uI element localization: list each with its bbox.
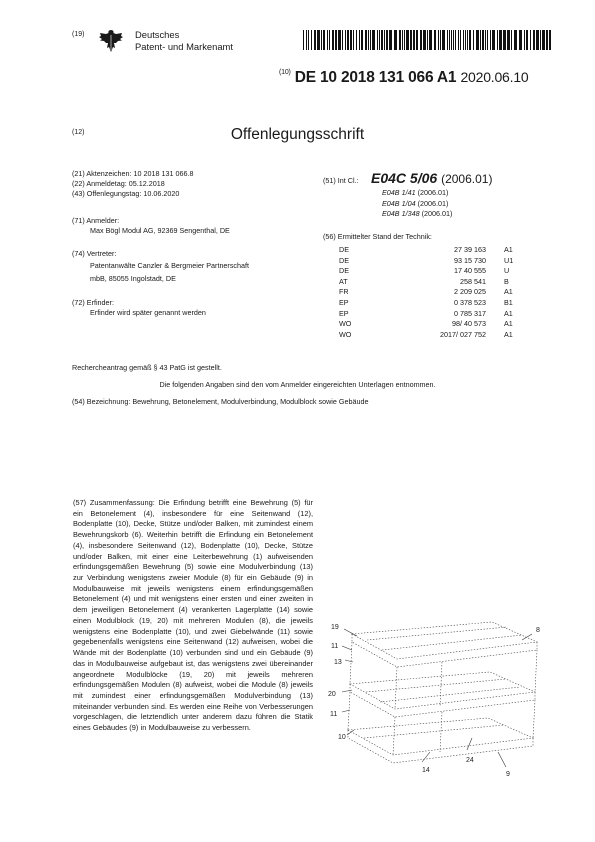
abstract-text: (57) Zusammenfassung: Die Erfindung betrifft eine Bewehrung (5) für ein Betonelement (4), insbesondere für eine Seitenwand (12), Bodenplatte (10), Decke, Stütze und/oder Balken, mit zumindest einem Bewehrungskorb (6). Weiterhin betrifft die Erfindung ein Betonelement (4), insbesondere Seitenwand (12), Bodenplatte (10), Decke, Stütze und/oder Balken, mit einer eine Leiterbewehrung (1) aufweisenden erfindungsgemäßen Bewehrung (5) sowie eine Modulverbindung (13) zur Verbindung wenigstens zweier Module (8) für ein Gebäude (9) in Modulbauweise mit jeweils wenigstens einem erfindungsgemäßen Betonelement (4) und mit wenigstens einer ersten und einer zweiten in dem jeweiligen Betonelement (4) verankerten Lagerplatte (14) sowie einen Modulblock (19, 20) mit mehreren Modulen (8), die jeweils wenigstens eine Bodenplatte (10), und zwei Giebelwände (11) sowie gegebenenfalls wenigstens eine Seitenwand (12) aufweisen, wobei die Wände mit der Bodenplatte (10) verbunden sind und ein Gebäude (9) das in Modulbauweise aufgebaut ist, das wenigstens zwei übereinander angeordnete Modulblöcke (19, 20) mit jeweils mehreren erfindungsgemäßen Modulen (8) aufweist, wobei die Module (8) jeweils mit zumindest einer erfindungsgemäßen Modulverbindung (13) miteinander verbunden sind. Es werden eine Reihe von Verbesserungen vorgeschlagen, die letztendlich unter anderem dazu führen die Statik eines Gebäudes (9) in Modulbauweise zu verbessern. [73,498,313,733]
citation-country: WO [339,319,352,329]
document-type-title: Offenlegungsschrift [230,126,365,143]
citation-row [323,319,563,330]
citation-kind: A1 [504,308,513,318]
citation-kind: U [504,266,510,276]
module-block-drawing [322,612,554,777]
ref-label-10: 10 [338,734,346,741]
inid-code-19: (19) [72,31,85,38]
citation-row [323,277,563,288]
ipc-sub-list [323,188,553,220]
ref-label-9: 9 [506,771,510,777]
citation-kind: A1 [504,287,513,297]
representative-line1: Patentanwälte Canzler & Bergmeier Partnerschaft [90,261,250,270]
ipc-sub-version: (2006.01) [417,188,449,197]
ipc-label: (51) Int Cl.: [323,176,359,185]
citation-kind: B [504,276,509,286]
citation-kind: B1 [504,297,513,307]
citation-number: 98/ 40 573 [452,319,486,329]
ref-label-14: 14 [422,767,430,774]
ipc-classification [323,170,553,220]
citation-country: DE [339,266,349,276]
ref-label-11b: 11 [330,711,338,718]
ipc-sub-version: (2006.01) [417,198,449,208]
citation-number: 0 785 317 [454,308,486,318]
citation-row [323,266,563,277]
citations-block [323,232,563,340]
ref-label-19: 19 [331,624,339,631]
citation-kind: A1 [504,319,513,329]
federal-eagle-logo [98,28,124,54]
representative-label: (74) Vertreter: [72,249,117,258]
office-name-line1: Deutsches [135,29,180,40]
citation-row [323,287,563,298]
ref-label-13: 13 [334,659,342,666]
citation-kind: A1 [504,245,513,254]
citations-label: (56) Ermittelter Stand der Technik: [323,232,432,241]
citation-row [323,309,563,320]
applicant: Max Bögl Modul AG, 92369 Sengenthal, DE [90,226,230,235]
bibliographic-left [72,169,302,318]
filing-date: (22) Anmeldetag: 05.12.2018 [72,179,165,188]
publication-date: 2020.06.10 [460,69,529,85]
citation-number: 0 378 523 [454,297,486,307]
citation-number: 17 40 555 [454,266,486,276]
designation: (54) Bezeichnung: Bewehrung, Betonelement, Modulverbindung, Modulblock sowie Gebäude [72,397,369,406]
application-number: (21) Aktenzeichen: 10 2018 131 066.8 [72,169,194,178]
citation-row [323,298,563,309]
ipc-sub-code: E04B 1/41 [382,188,416,197]
publication-number: DE 10 2018 131 066 A1 [294,69,457,86]
citation-country: EP [339,297,349,307]
citation-country: FR [339,287,349,297]
representative-line2: mbB, 85055 Ingolstadt, DE [90,274,176,283]
office-name-line2: Patent- und Markenamt [135,40,233,52]
citation-kind: U1 [504,255,514,265]
citation-number: 2017/ 027 752 [440,329,486,339]
citation-country: AT [339,276,348,286]
ref-label-11: 11 [331,643,339,650]
ipc-main-version: (2006.01) [441,172,493,186]
citation-country: EP [339,308,349,318]
citation-kind: A1 [504,329,513,339]
publication-day: (43) Offenlegungstag: 10.06.2020 [72,189,180,198]
ipc-main-code: E04C 5/06 [371,170,438,186]
office-name [135,29,233,52]
citation-country: DE [339,245,349,254]
citation-number: 27 39 163 [454,245,486,254]
citation-country: WO [339,329,352,339]
ref-label-20: 20 [328,691,336,698]
inid-code-10: (10) [279,69,291,76]
ipc-sub-code: E04B 1/348 [382,209,420,218]
inid-code-12: (12) [72,129,85,136]
ipc-sub-version: (2006.01) [421,209,453,218]
ref-label-8: 8 [536,627,540,634]
applicant-label: (71) Anmelder: [72,216,120,225]
publication-number-line [279,69,529,87]
citation-number: 93 15 730 [454,255,486,265]
ref-label-24: 24 [466,757,474,764]
citation-number: 258 541 [460,276,486,286]
inventor: Erfinder wird später genannt werden [90,308,206,317]
barcode [303,30,551,50]
citation-country: DE [339,255,349,265]
ipc-sub-code: E04B 1/04 [382,198,416,208]
citation-number: 2 209 025 [454,287,486,297]
citation-row [323,256,563,267]
applicant-disclaimer: Die folgenden Angaben sind den vom Anmelder eingereichten Unterlagen entnommen. [159,380,436,389]
citation-row [323,330,563,341]
citation-row [323,245,563,256]
search-request-note: Rechercheantrag gemäß § 43 PatG ist gestellt. [72,363,222,372]
inventor-label: (72) Erfinder: [72,298,114,307]
